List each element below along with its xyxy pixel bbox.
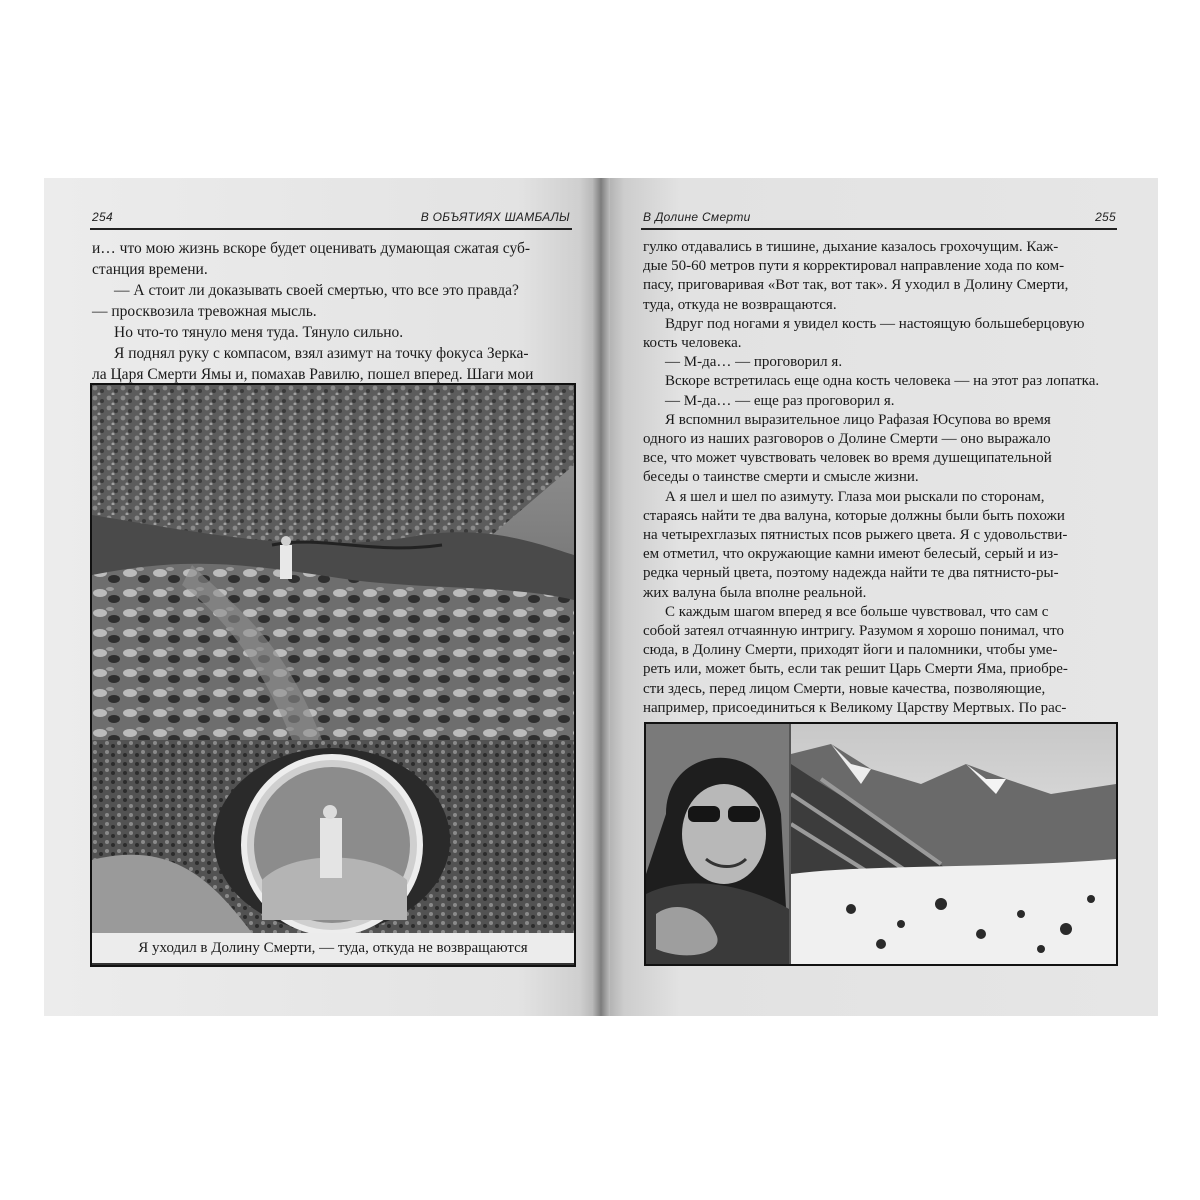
right-page-number: 255 bbox=[1095, 210, 1116, 224]
mirror-circle-photo bbox=[92, 740, 574, 933]
text-line: сти здесь, перед лицом Смерти, новые качества, позволяющие, bbox=[643, 680, 1046, 697]
mountains-photo bbox=[791, 724, 1116, 964]
text-line: например, присоединиться к Великому Царству Мертвых. По рас- bbox=[643, 699, 1067, 716]
text-line: С каждым шагом вперед я все больше чувствовал, что сам с bbox=[665, 603, 1049, 620]
figure-caption: Я уходил в Долину Смерти, — туда, откуда не возвращаются bbox=[92, 933, 574, 963]
book-gutter bbox=[592, 178, 610, 1016]
text-line: — А стоит ли доказывать своей смертью, что все это правда? bbox=[114, 282, 519, 299]
right-header-rule bbox=[641, 228, 1117, 230]
text-line: — М-да… — еще раз проговорил я. bbox=[665, 392, 895, 409]
mountain-slope-photo bbox=[92, 385, 574, 740]
text-line: Вскоре встретилась еще одна кость человека — на этот раз лопатка. bbox=[665, 373, 1100, 390]
text-line: Но что-то тянуло меня туда. Тянуло сильно. bbox=[114, 324, 404, 341]
text-line: одного из наших разговоров о Долине Смерти — оно выражало bbox=[643, 431, 1051, 448]
right-text-block bbox=[643, 238, 1117, 718]
text-line: жих валуна была вполне реальной. bbox=[643, 584, 867, 601]
left-figure bbox=[90, 383, 576, 967]
text-line: туда, откуда не возвращаются. bbox=[643, 296, 837, 313]
left-text-block bbox=[92, 238, 574, 385]
text-line: и… что мою жизнь вскоре будет оценивать думающая сжатая суб- bbox=[92, 240, 531, 257]
text-line: пасу, приговаривая «Вот так, вот так». Я уходил в Долину Смерти, bbox=[643, 277, 1069, 294]
text-line: Я поднял руку с компасом, взял азимут на точку фокуса Зерка- bbox=[114, 345, 529, 362]
text-line: ла Царя Смерти Ямы и, помахав Равилю, пошел вперед. Шаги мои bbox=[92, 366, 534, 383]
right-figure bbox=[644, 722, 1118, 966]
left-page-number: 254 bbox=[92, 210, 113, 224]
text-line: на четырехглазых пятнистых псов рыжего цвета. Я с удовольстви- bbox=[643, 527, 1068, 544]
text-line: собой затеял отчаянную интригу. Разумом я хорошо понимал, что bbox=[643, 623, 1064, 640]
text-line: все, что может чувствовать человек во время душещипательной bbox=[643, 450, 1052, 467]
left-header-rule bbox=[90, 228, 572, 230]
text-line: Я вспомнил выразительное лицо Рафазая Юсупова во время bbox=[665, 411, 1051, 428]
portrait-photo bbox=[646, 724, 789, 964]
text-line: ем отметил, что окружающие камни имеют белесый, серый и из- bbox=[643, 546, 1059, 563]
text-line: А я шел и шел по азимуту. Глаза мои рыскали по сторонам, bbox=[665, 488, 1045, 505]
text-line: дые 50-60 метров пути я корректировал направление хода по ком- bbox=[643, 258, 1065, 275]
text-line: беседы о таинстве смерти и смысле жизни. bbox=[643, 469, 919, 486]
text-line: кость человека. bbox=[643, 335, 742, 352]
text-line: реть или, может быть, если так решит Царь Смерти Яма, приобре- bbox=[643, 661, 1068, 678]
text-line: Вдруг под ногами я увидел кость — настоящую большеберцовую bbox=[665, 315, 1085, 332]
text-line: сюда, в Долину Смерти, приходят йоги и паломники, чтобы уме- bbox=[643, 642, 1058, 659]
text-line: станция времени. bbox=[92, 261, 208, 278]
text-line: редка черный цвета, поэтому надежда найти те два пятнисто-ры- bbox=[643, 565, 1059, 582]
text-line: стараясь найти те два валуна, которые должны были быть похожи bbox=[643, 507, 1065, 524]
right-running-title: В Долине Смерти bbox=[643, 210, 751, 224]
left-running-title: В ОБЪЯТИЯХ ШАМБАЛЫ bbox=[420, 210, 570, 224]
text-line: — просквозила тревожная мысль. bbox=[92, 303, 317, 320]
text-line: гулко отдавались в тишине, дыхание казалось грохочущим. Каж- bbox=[643, 239, 1059, 255]
text-line: — М-да… — проговорил я. bbox=[665, 354, 843, 371]
